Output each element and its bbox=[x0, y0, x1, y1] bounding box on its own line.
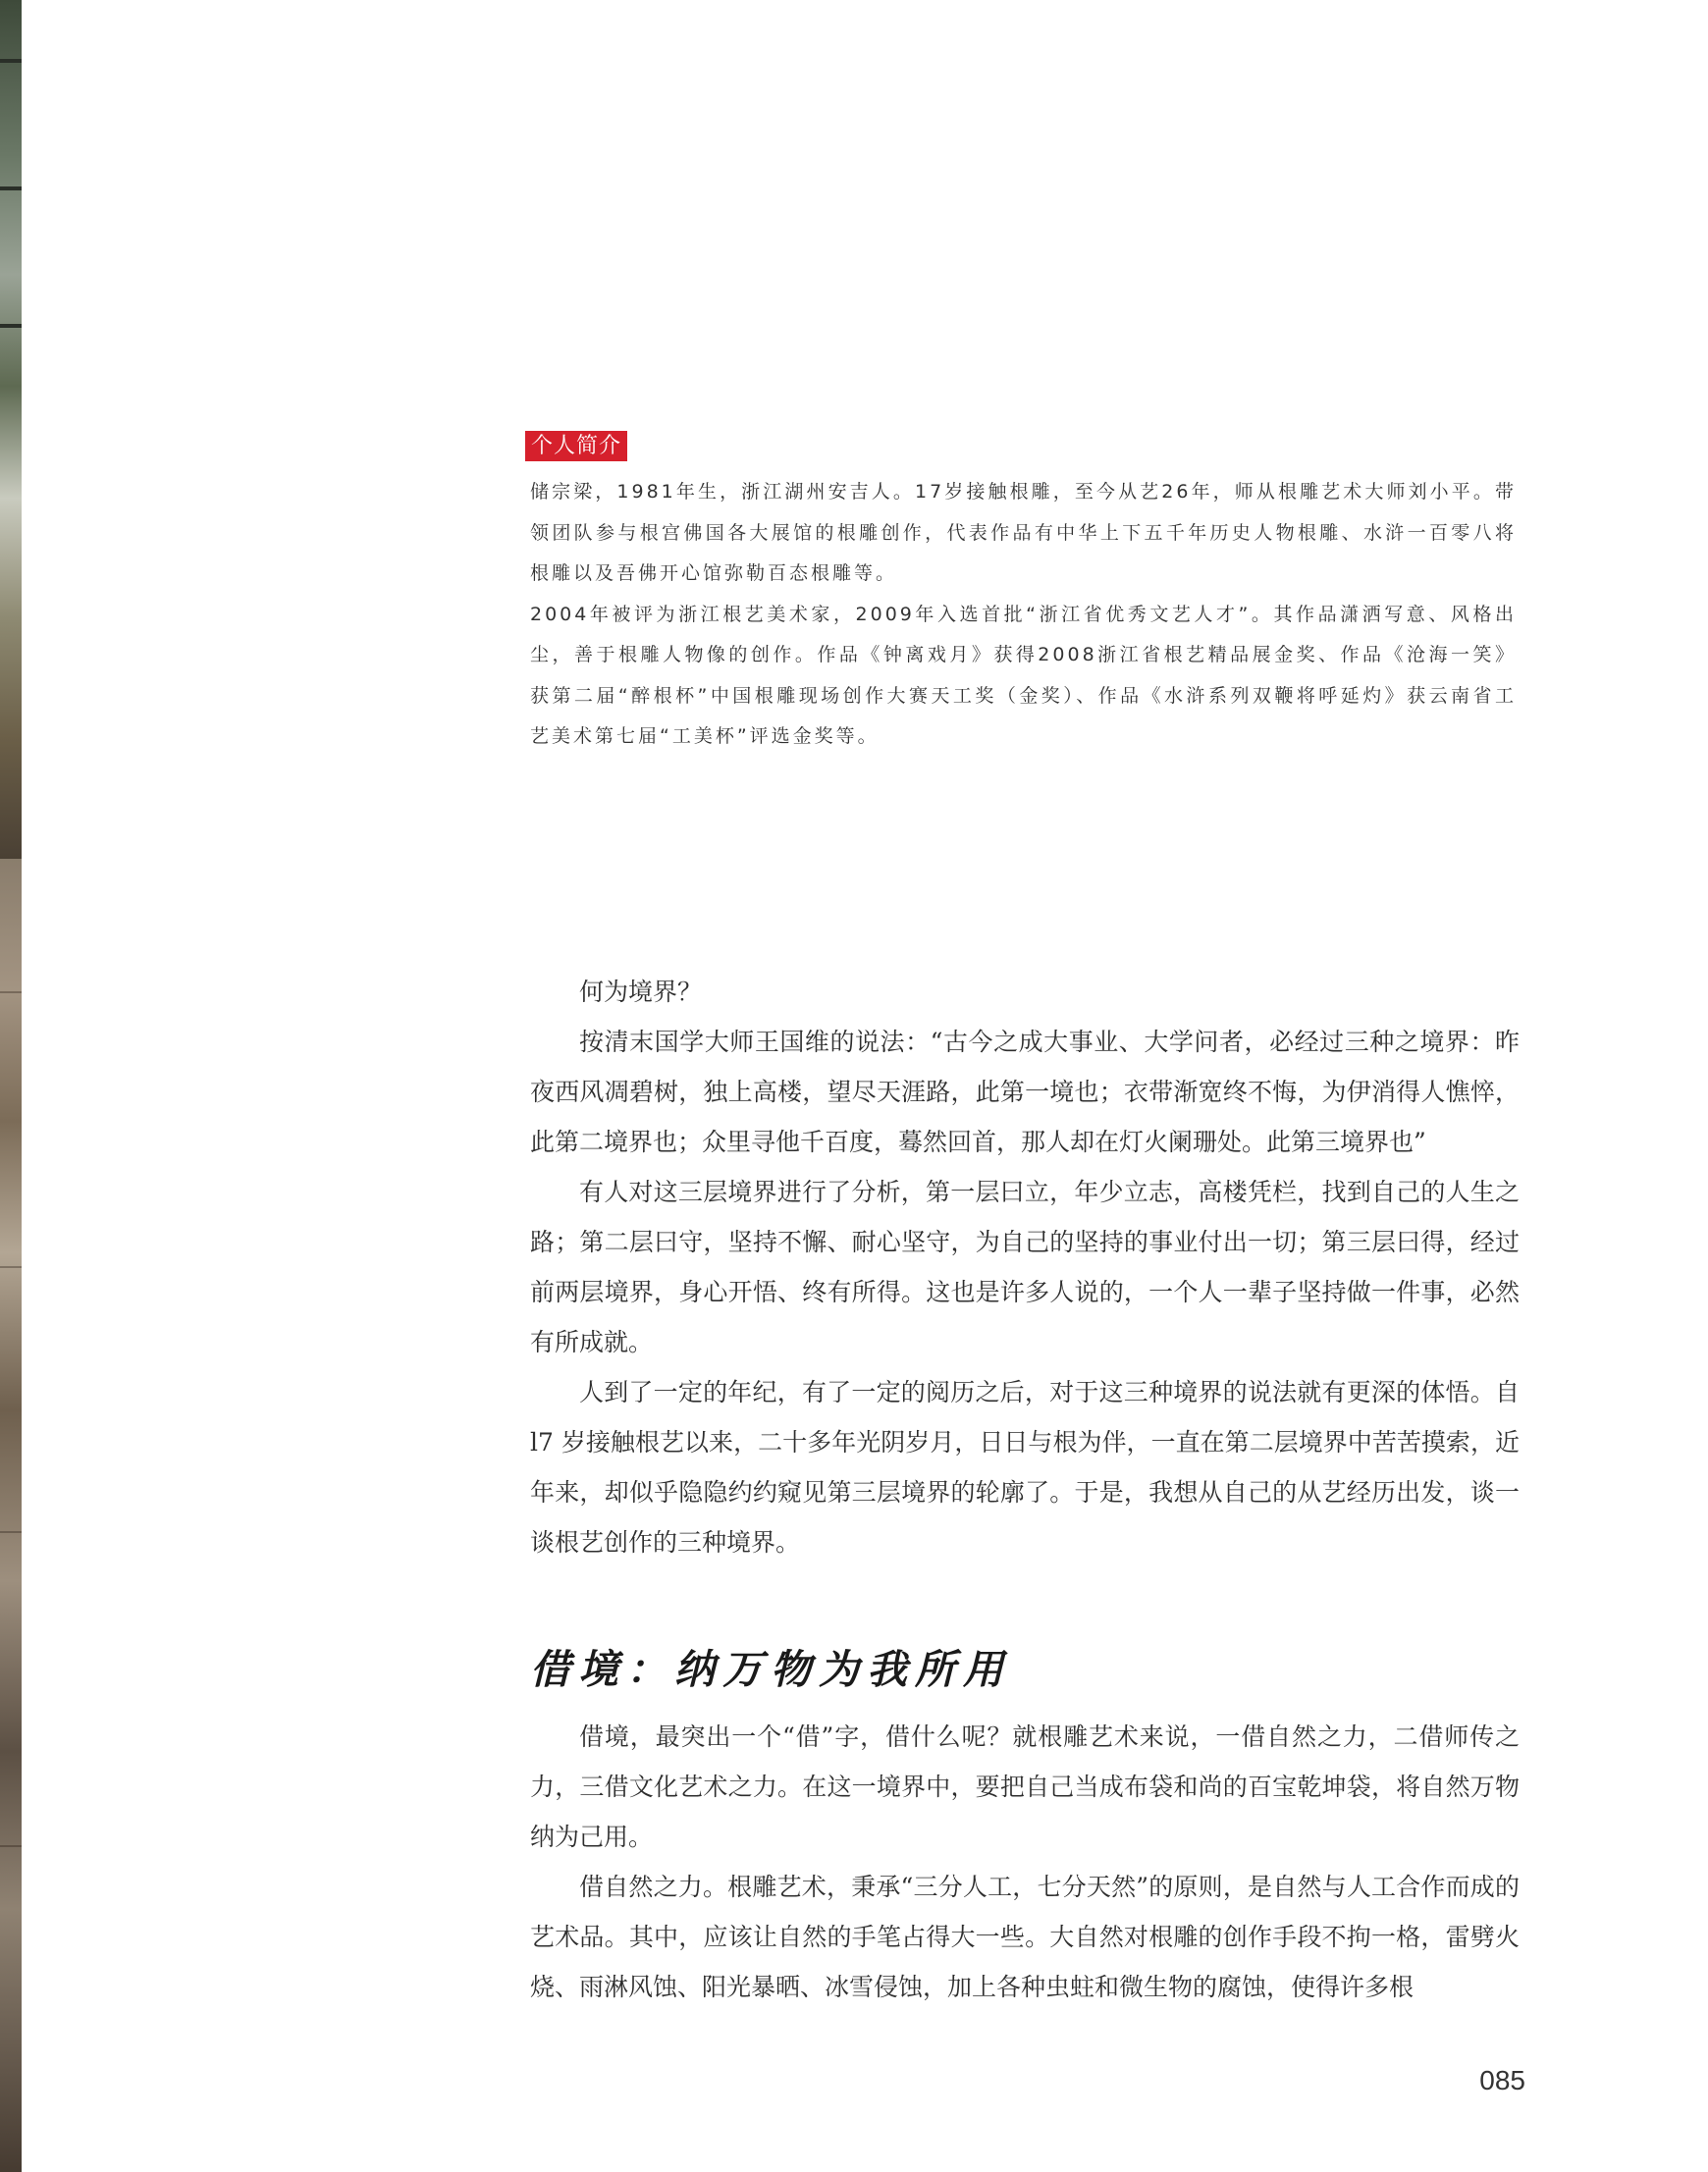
profile-paragraph: 储宗梁，1981年生，浙江湖州安吉人。17岁接触根雕，至今从艺26年，师从根雕艺术大师刘小平。带领团队参与根宫佛国各大展馆的根雕创作，代表作品有中华上下五千年历史人物根雕、水浒一百零八将根雕以及吾佛开心馆弥勒百态根雕等。 bbox=[530, 481, 1517, 584]
profile-text bbox=[530, 472, 1517, 758]
edge-photo-beam bbox=[0, 324, 22, 328]
article-paragraph: 有人对这三层境界进行了分析，第一层曰立，年少立志，高楼凭栏，找到自己的人生之路；第二层曰守，坚持不懈、耐心坚守，为自己的坚持的事业付出一切；第三层曰得，经过前两层境界，身心开悟、终有所得。这也是许多人说的，一个人一辈子坚持做一件事，必然有所成就。 bbox=[530, 1178, 1520, 1356]
profile-badge: 个人简介 bbox=[525, 431, 627, 461]
article-paragraph: 人到了一定的年纪，有了一定的阅历之后，对于这三种境界的说法就有更深的体悟。自 l7 岁接触根艺以来，二十多年光阴岁月，日日与根为伴，一直在第二层境界中苦苦摸索，近年来，却似乎隐隐约约窥见第三层境界的轮廓了。于是，我想从自己的从艺经历出发，谈一谈根艺创作的三种境界。 bbox=[530, 1378, 1520, 1557]
edge-photo-grain bbox=[0, 1845, 22, 1847]
edge-photo-beam bbox=[0, 59, 22, 63]
page-number: 085 bbox=[1479, 2065, 1525, 2095]
article-paragraph: 何为境界？ bbox=[579, 978, 703, 1006]
edge-photo-lower bbox=[0, 859, 22, 2172]
article-body bbox=[530, 967, 1520, 1567]
section-paragraph: 借境，最突出一个“借”字，借什么呢？就根雕艺术来说，一借自然之力，二借师传之力，三借文化艺术之力。在这一境界中，要把自己当成布袋和尚的百宝乾坤袋，将自然万物纳为己用。 bbox=[530, 1722, 1520, 1851]
edge-photo-grain bbox=[0, 991, 22, 993]
edge-photo-grain bbox=[0, 1531, 22, 1533]
edge-photo-beam bbox=[0, 186, 22, 190]
profile-paragraph: 2004年被评为浙江根艺美术家，2009年入选首批“浙江省优秀文艺人才”。其作品潇洒写意、风格出尘，善于根雕人物像的创作。作品《钟离戏月》获得2008浙江省根艺精品展金奖、作品《沧海一笑》获第二届“醉根杯”中国根雕现场创作大赛天工奖（金奖）、作品《水浒系列双鞭将呼延灼》获云南省工艺美术第七届“工美杯”评选金奖等。 bbox=[530, 603, 1517, 747]
edge-photo-grain bbox=[0, 1266, 22, 1268]
section-paragraph: 借自然之力。根雕艺术，秉承“三分人工，七分天然”的原则，是自然与人工合作而成的艺术品。其中，应该让自然的手笔占得大一些。大自然对根雕的创作手段不拘一格，雷劈火烧、雨淋风蚀、阳光暴晒、冰雪侵蚀，加上各种虫蛀和微生物的腐蚀，使得许多根 bbox=[530, 1873, 1520, 2001]
section-heading: 借境：纳万物为我所用 bbox=[530, 1646, 1011, 1694]
edge-photo bbox=[0, 0, 22, 2172]
section-body bbox=[530, 1712, 1520, 2012]
article-paragraph: 按清末国学大师王国维的说法：“古今之成大事业、大学问者，必经过三种之境界：昨夜西风凋碧树，独上高楼，望尽天涯路，此第一境也；衣带渐宽终不悔，为伊消得人憔悴，此第二境界也；众里寻他千百度，蓦然回首，那人却在灯火阑珊处。此第三境界也” bbox=[530, 1028, 1520, 1156]
edge-photo-upper bbox=[0, 0, 22, 859]
